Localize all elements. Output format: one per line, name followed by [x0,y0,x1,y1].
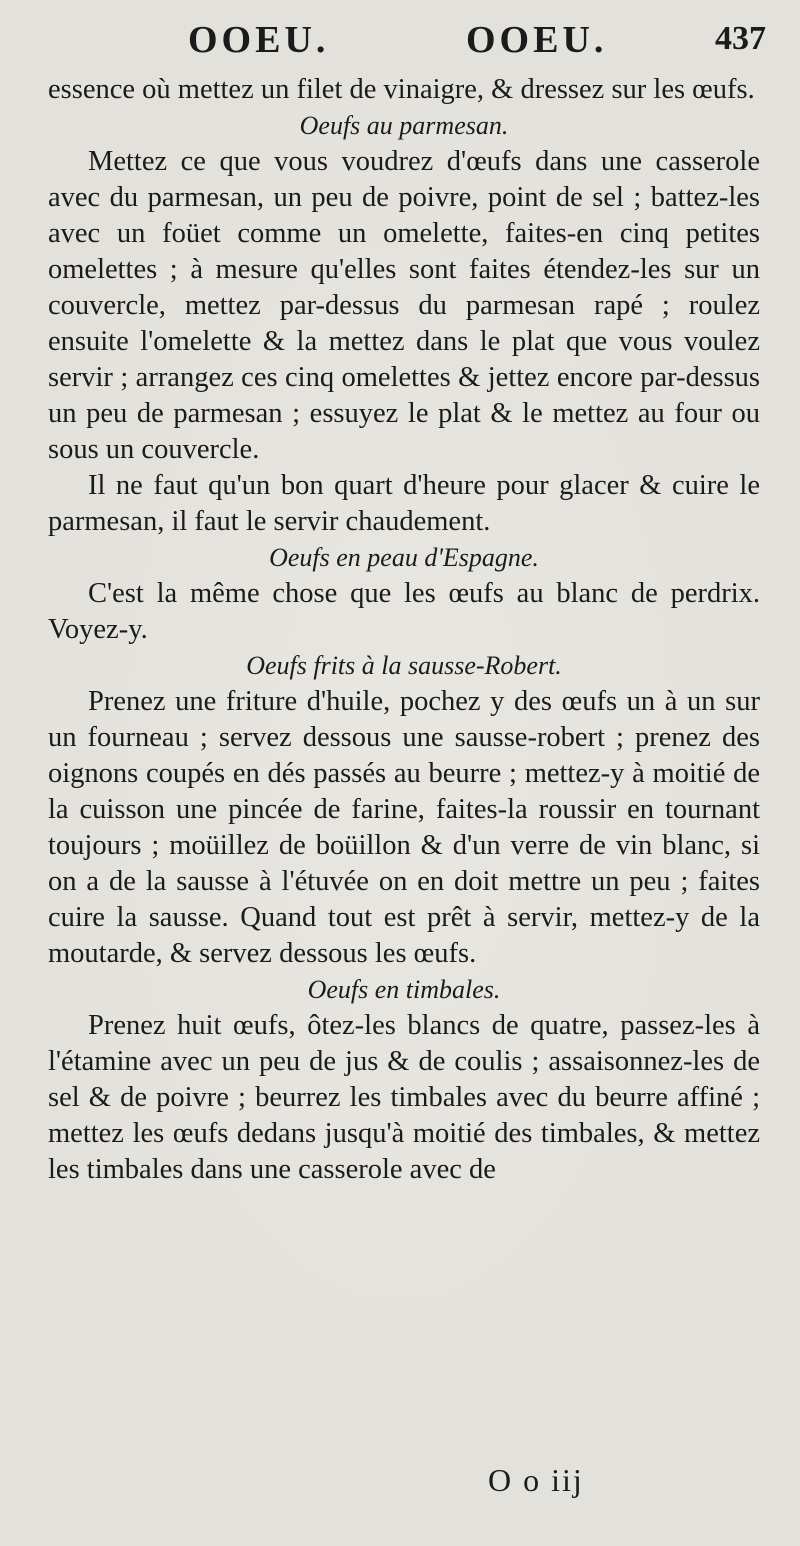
running-head [48,18,766,72]
paragraph-parmesan-2: Il ne faut qu'un bon quart d'heure pour glacer & cuire le parmesan, il faut le servir chaudement. [48,470,760,537]
page-text [48,72,760,1188]
section-heading-parmesan: Oeufs au parmesan. [299,111,509,140]
running-head-left: OOEU. [188,19,330,61]
intro-paragraph: essence où mettez un filet de vinaigre, & dressez sur les œufs. [48,74,755,105]
paragraph-sausse-robert: Prenez une friture d'huile, pochez y des œufs un à un sur un fourneau ; servez dessous une sausse-robert ; prenez des oignons coupés en dés passés au beurre ; mettez-y à moitié de la cuisson une pincée de farine, faites-la roussir en tournant toujours ; moüillez de boüillon & d'un verre de vin blanc, si on a de la sausse à l'étuvée on en doit mettre un peu ; faites cuire la sausse. Quand tout est prêt à servir, mettez-y de la moutarde, & servez dessous les œufs. [48,686,760,969]
paragraph-timbales: Prenez huit œufs, ôtez-les blancs de quatre, passez-les à l'étamine avec un peu de jus & de coulis ; assaisonnez-les de sel & de poivre ; beurrez les timbales avec du beurre affiné ; mettez les œufs dedans jusqu'à moitié des timbales, & mettez les timbales dans une casserole avec de [48,1010,760,1185]
signature-mark: O o iij [488,1462,584,1498]
running-head-right: OOEU. [466,19,608,61]
section-heading-peau-espagne: Oeufs en peau d'Espagne. [269,543,539,572]
paragraph-parmesan-1: Mettez ce que vous voudrez d'œufs dans une casserole avec du parmesan, un peu de poivre, point de sel ; battez-les avec un foüet comme un omelette, faites-en cinq petites omelettes ; à mesure qu'elles sont faites étendez-les sur un couvercle, mettez par-dessus du parmesan rapé ; roulez ensuite l'omelette & la mettez dans le plat que vous voulez servir ; arrangez ces cinq omelettes & jettez encore par-dessus un peu de parmesan ; essuyez le plat & le mettez au four ou sous un couvercle. [48,146,760,465]
paragraph-peau-espagne: C'est la même chose que les œufs au blanc de perdrix. Voyez-y. [48,578,760,645]
page-number: 437 [715,20,766,57]
section-heading-sausse-robert: Oeufs frits à la sausse-Robert. [246,651,562,680]
section-heading-timbales: Oeufs en timbales. [307,975,501,1004]
